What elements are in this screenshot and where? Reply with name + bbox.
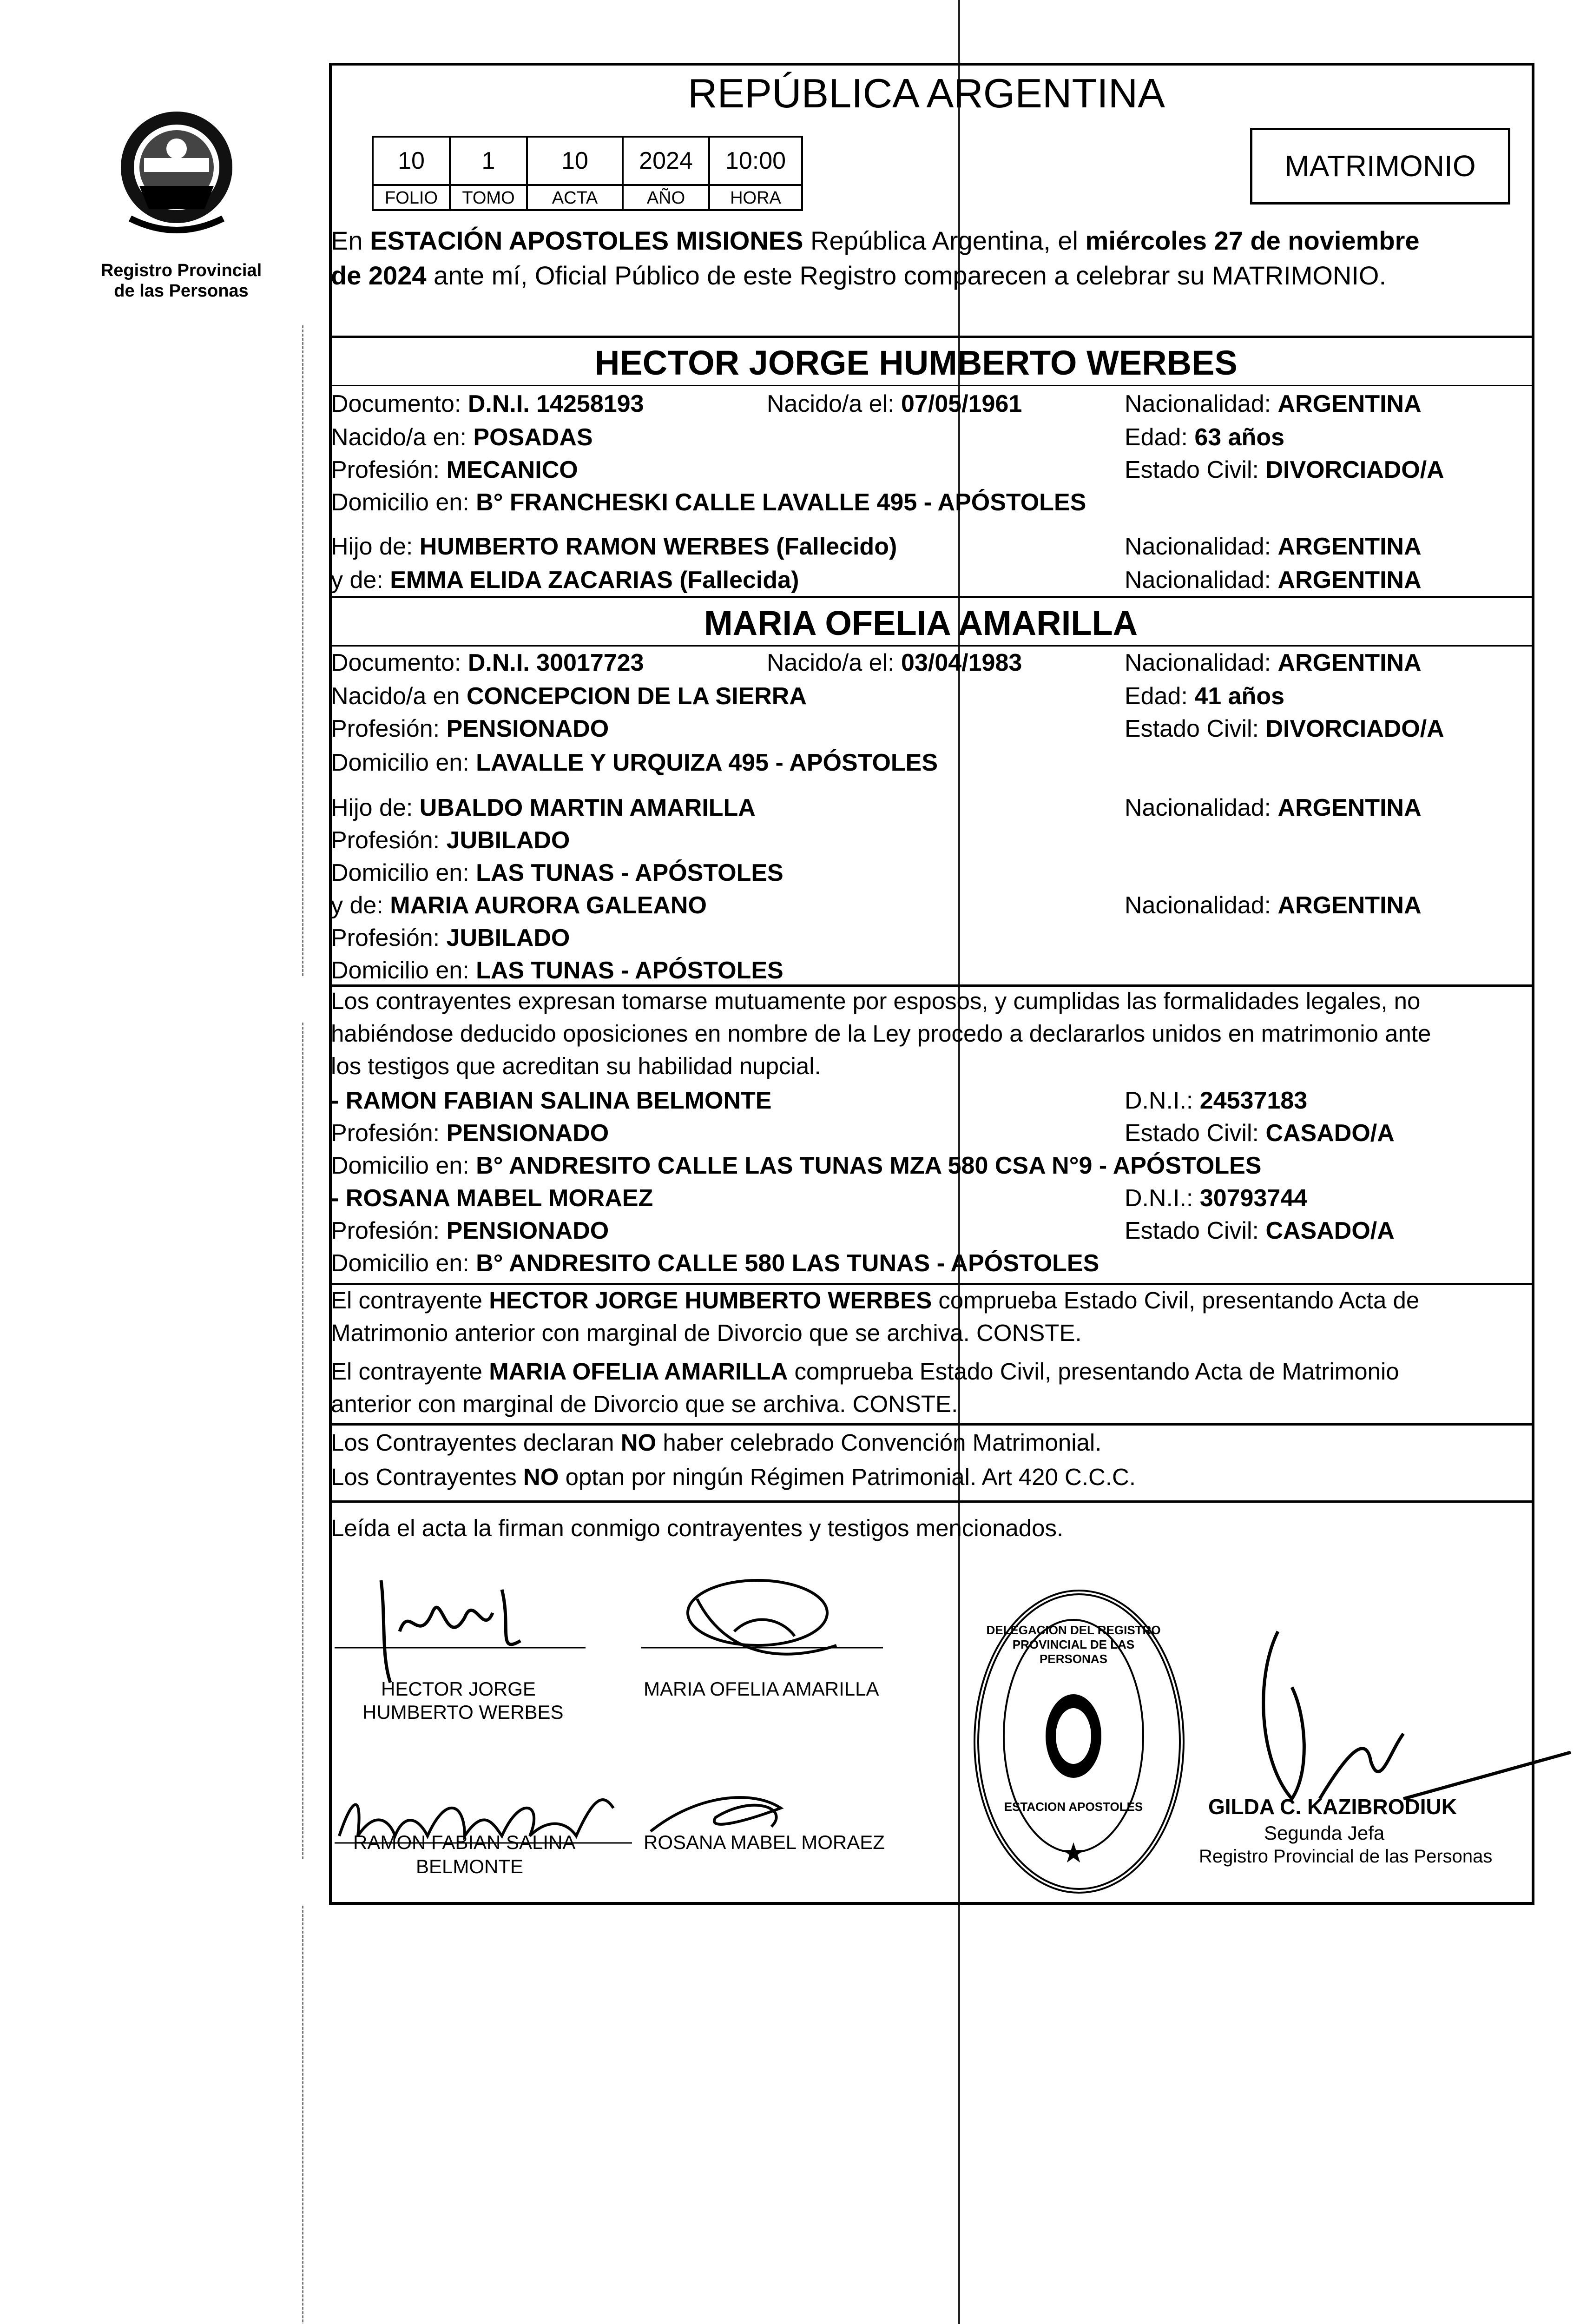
hour-value: 10:00: [708, 136, 803, 186]
groom-civil-status: Estado Civil: DIVORCIADO/A: [1125, 456, 1444, 483]
declaration-line-3: los testigos que acreditan su habilidad nupcial.: [331, 1053, 821, 1079]
folio-label: FOLIO: [372, 184, 451, 211]
official-role: Segunda Jefa: [1264, 1822, 1385, 1844]
witness-1-civil-status: Estado Civil: CASADO/A: [1125, 1120, 1395, 1147]
year-label: AÑO: [622, 184, 710, 211]
bride-document: Documento: D.N.I. 30017723: [331, 649, 644, 676]
groom-birthdate: Nacido/a el: 07/05/1961: [767, 390, 1022, 417]
intro-line-1: En ESTACIÓN APOSTOLES MISIONES República Argentina, el miércoles 27 de noviembre: [331, 226, 1420, 255]
page-title: REPÚBLICA ARGENTINA: [688, 70, 1165, 116]
divider: [329, 984, 1534, 987]
registry-label: [93, 260, 270, 301]
stamp-outer-text: DELEGACION DEL REGISTRO PROVINCIAL DE LAS PERSONAS: [986, 1623, 1161, 1666]
bride-mother-profession: Profesión: JUBILADO: [331, 924, 570, 951]
groom-father-nationality: Nacionalidad: ARGENTINA: [1125, 533, 1422, 560]
witness-2-profession: Profesión: PENSIONADO: [331, 1217, 609, 1244]
margin-mark: [302, 1023, 303, 1859]
bride-signature: [641, 1571, 892, 1692]
bride-name: MARIA OFELIA AMARILLA: [704, 604, 1138, 642]
divider: [329, 1283, 1534, 1285]
official-name: GILDA C. KAZIBRODIUK: [1208, 1795, 1457, 1819]
bride-civil-status: Estado Civil: DIVORCIADO/A: [1125, 715, 1444, 742]
note-2-line-1: El contrayente MARIA OFELIA AMARILLA comprueba Estado Civil, presentando Acta de Matrimonio: [331, 1358, 1399, 1385]
note-1-line-1: El contrayente HECTOR JORGE HUMBERTO WERBES comprueba Estado Civil, presentando Acta de: [331, 1287, 1420, 1314]
groom-profession: Profesión: MECANICO: [331, 456, 578, 483]
bride-sign-label: MARIA OFELIA AMARILLA: [644, 1678, 879, 1700]
svg-text:★: ★: [1061, 1837, 1086, 1869]
tomo-label: TOMO: [449, 184, 528, 211]
bride-profession: Profesión: PENSIONADO: [331, 715, 609, 742]
convention-note: Los Contrayentes declaran NO haber celebrado Convención Matrimonial.: [331, 1429, 1102, 1456]
province-emblem: [112, 98, 242, 246]
divider: [329, 596, 1534, 598]
groom-sign-label-1: HECTOR JORGE: [381, 1678, 536, 1700]
bride-father-profession: Profesión: JUBILADO: [331, 827, 570, 854]
divider: [329, 1500, 1534, 1503]
acta-label: ACTA: [526, 184, 624, 211]
groom-name: HECTOR JORGE HUMBERTO WERBES: [595, 343, 1238, 382]
declaration-line-1: Los contrayentes expresan tomarse mutuamente por esposos, y cumplidas las formalidades legales, no: [331, 988, 1421, 1014]
year-value: 2024: [622, 136, 710, 186]
tomo-value: 1: [449, 136, 528, 186]
witness-1-profession: Profesión: PENSIONADO: [331, 1120, 609, 1147]
divider: [329, 645, 1534, 647]
doc-type-badge: MATRIMONIO: [1250, 128, 1510, 205]
witness-1-name: - RAMON FABIAN SALINA BELMONTE: [331, 1087, 772, 1114]
bride-father-address: Domicilio en: LAS TUNAS - APÓSTOLES: [331, 859, 783, 886]
divider: [329, 336, 1534, 338]
regime-note: Los Contrayentes NO optan por ningún Régimen Patrimonial. Art 420 C.C.C.: [331, 1464, 1136, 1490]
hour-label: HORA: [708, 184, 803, 211]
bride-nationality: Nacionalidad: ARGENTINA: [1125, 649, 1422, 676]
witness-2-address: Domicilio en: B° ANDRESITO CALLE 580 LAS TUNAS - APÓSTOLES: [331, 1250, 1099, 1277]
reading-note: Leída el acta la firman conmigo contrayentes y testigos mencionados.: [331, 1515, 1064, 1541]
bride-birthplace: Nacido/a en CONCEPCION DE LA SIERRA: [331, 683, 807, 710]
witness-1-dni: D.N.I.: 24537183: [1125, 1087, 1308, 1114]
bride-father-nationality: Nacionalidad: ARGENTINA: [1125, 794, 1422, 821]
groom-document: Documento: D.N.I. 14258193: [331, 390, 644, 417]
witness-2-sign-label: ROSANA MABEL MORAEZ: [644, 1831, 885, 1853]
margin-mark: [302, 1906, 303, 2324]
groom-father: Hijo de: HUMBERTO RAMON WERBES (Fallecido): [331, 533, 897, 560]
groom-address: Domicilio en: B° FRANCHESKI CALLE LAVALLE 495 - APÓSTOLES: [331, 489, 1086, 516]
groom-age: Edad: 63 años: [1125, 424, 1284, 451]
witness-1-sign-label-1: RAMON FABIAN SALINA: [353, 1831, 576, 1853]
bride-mother: y de: MARIA AURORA GALEANO: [331, 892, 707, 919]
margin-mark: [302, 325, 303, 976]
groom-birthplace: Nacido/a en: POSADAS: [331, 424, 593, 451]
intro-line-2: de 2024 ante mí, Oficial Público de este Registro comparecen a celebrar su MATRIMONIO.: [331, 261, 1387, 290]
bride-mother-address: Domicilio en: LAS TUNAS - APÓSTOLES: [331, 957, 783, 984]
witness-2-civil-status: Estado Civil: CASADO/A: [1125, 1217, 1395, 1244]
witness-1-address: Domicilio en: B° ANDRESITO CALLE LAS TUNAS MZA 580 CSA N°9 - APÓSTOLES: [331, 1152, 1262, 1179]
registry-line-1: Registro Provincial: [100, 261, 262, 280]
groom-nationality: Nacionalidad: ARGENTINA: [1125, 390, 1422, 417]
bride-birthdate: Nacido/a el: 03/04/1983: [767, 649, 1022, 676]
stamp-inner-text: ESTACION APOSTOLES: [1004, 1800, 1143, 1814]
note-2-line-2: anterior con marginal de Divorcio que se archiva. CONSTE.: [331, 1391, 958, 1417]
witness-1-sign-label-2: BELMONTE: [416, 1855, 524, 1877]
declaration-line-2: habiéndose deducido oposiciones en nombre de la Ley procedo a declararlos unidos en matrimonio ante: [331, 1020, 1431, 1047]
bride-mother-nationality: Nacionalidad: ARGENTINA: [1125, 892, 1422, 919]
groom-mother-nationality: Nacionalidad: ARGENTINA: [1125, 567, 1422, 594]
witness-2-name: - ROSANA MABEL MORAEZ: [331, 1185, 653, 1212]
divider: [329, 385, 1534, 386]
groom-mother: y de: EMMA ELIDA ZACARIAS (Fallecida): [331, 567, 799, 594]
bride-address: Domicilio en: LAVALLE Y URQUIZA 495 - APÓSTOLES: [331, 749, 938, 776]
acta-value: 10: [526, 136, 624, 186]
note-1-line-2: Matrimonio anterior con marginal de Divorcio que se archiva. CONSTE.: [331, 1320, 1082, 1346]
divider: [329, 1423, 1534, 1426]
official-org: Registro Provincial de las Personas: [1199, 1846, 1493, 1867]
registry-line-2: de las Personas: [114, 281, 249, 301]
groom-sign-label-2: HUMBERTO WERBES: [362, 1701, 564, 1723]
registry-stamp: [974, 1590, 1185, 1894]
witness-2-dni: D.N.I.: 30793744: [1125, 1185, 1308, 1212]
bride-age: Edad: 41 años: [1125, 683, 1284, 710]
bride-father: Hijo de: UBALDO MARTIN AMARILLA: [331, 794, 756, 821]
folio-value: 10: [372, 136, 451, 186]
